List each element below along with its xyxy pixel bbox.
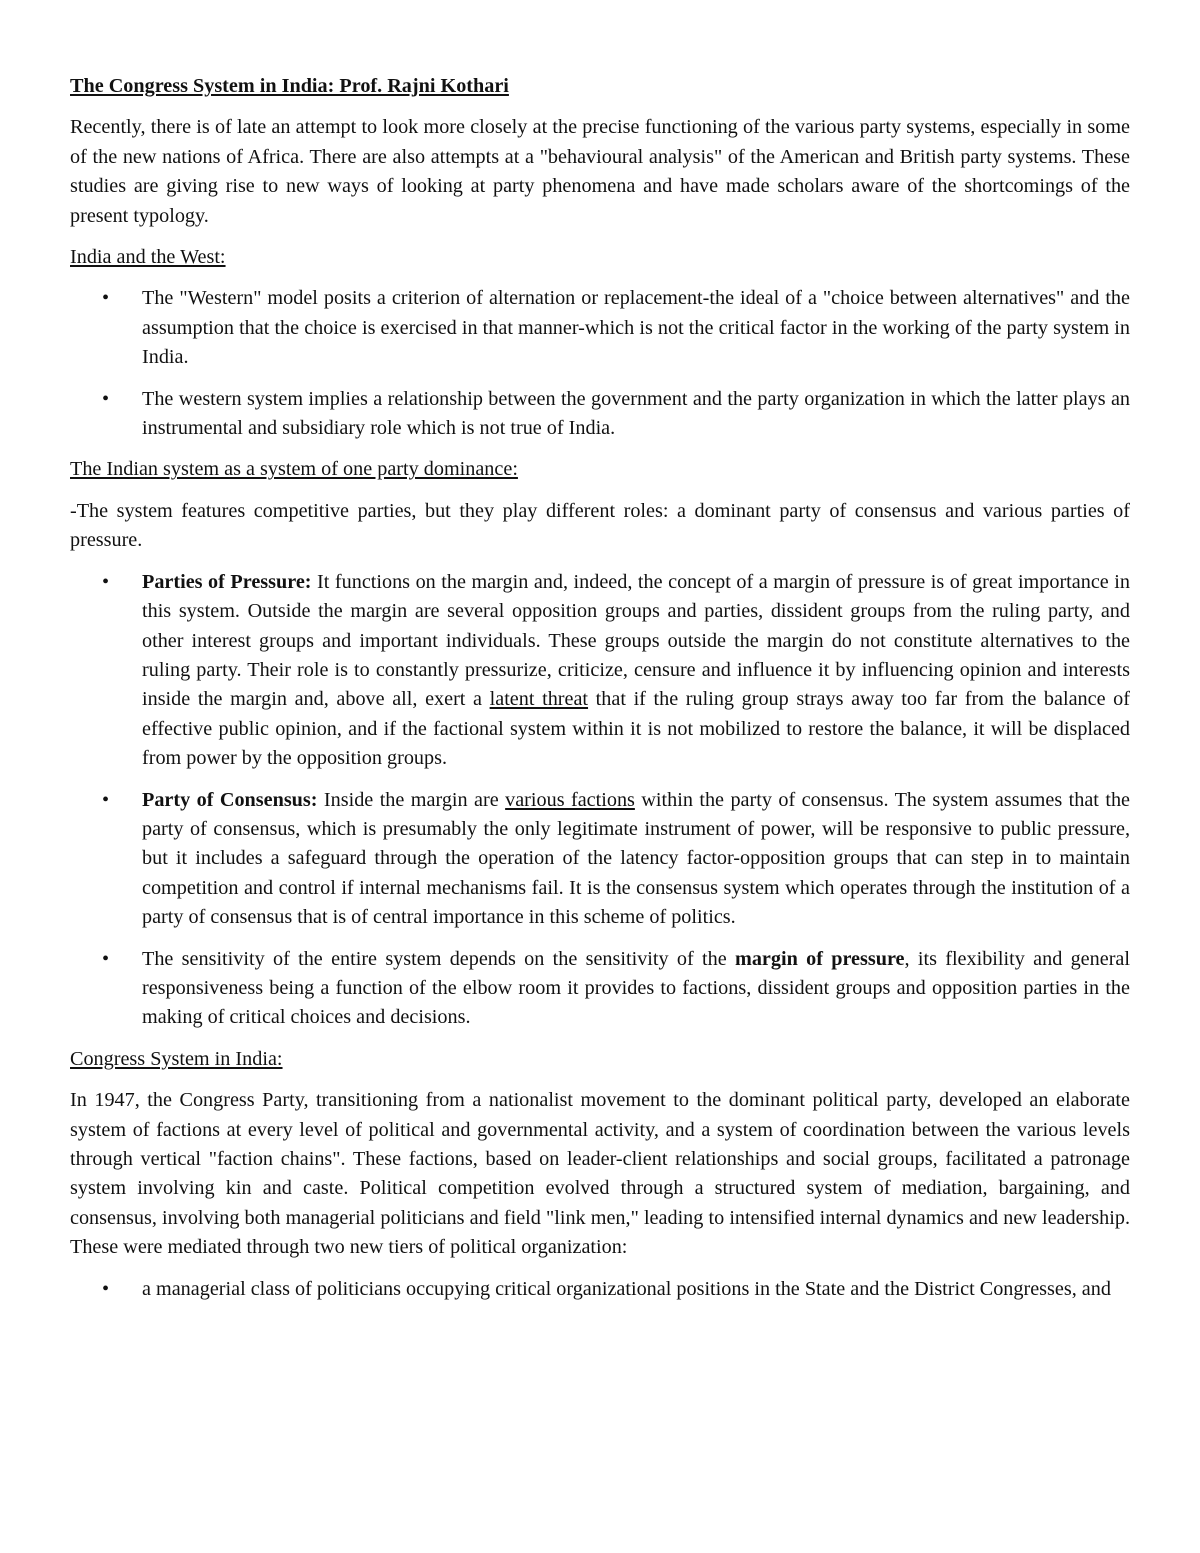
list-item-text: The sensitivity of the entire system depends on the sensitivity of the xyxy=(142,947,735,970)
bullet-icon: • xyxy=(102,788,110,811)
heading-one-party-dominance: The Indian system as a system of one party dominance: xyxy=(70,458,518,481)
list-item xyxy=(70,385,1130,444)
bullet-icon: • xyxy=(102,570,110,593)
intro-paragraph: Recently, there is of late an attempt to look more closely at the precise functioning of the various party systems, especially in some of the new nations of Africa. There are also attempts at a "behavioural analysis" of the American and British party systems. These studies are giving rise to new ways of looking at party phenomena and have made scholars aware of the shortcomings of the present typology. xyxy=(70,116,1130,227)
list-item-sensitivity xyxy=(70,945,1130,1033)
heading-india-and-the-west: India and the West: xyxy=(70,246,226,269)
one-party-list xyxy=(70,568,1130,1033)
document-page xyxy=(70,72,1130,1316)
bullet-icon: • xyxy=(102,287,110,310)
list-item xyxy=(70,284,1130,372)
list-item xyxy=(70,1275,1130,1304)
list-item-text: It functions on the margin and, indeed, the concept of a margin of pressure is of great importance in this system. Outside the margin are several opposition groups and parties, dissident groups from the ruling party, and other interest groups and important individuals. These groups outside the margin do not constitute alternatives to the ruling party. Their role is to constantly pressurize, criticize, censure and influence it by influencing opinion and interests inside the margin and, above all, exert a xyxy=(142,570,1130,711)
bold-term: margin of pressure xyxy=(735,947,905,970)
bullet-icon: • xyxy=(102,387,110,410)
underlined-term: various factions xyxy=(505,788,635,811)
list-item-text: that if the ruling group strays away too far from the balance of effective public opinion, and if the factional system within it is not mobilized to restore the balance, it will be displaced from power by the opposition groups. xyxy=(142,688,1130,770)
bullet-icon: • xyxy=(102,1277,110,1300)
term-label: Party of Consensus: xyxy=(142,788,318,811)
congress-paragraph: In 1947, the Congress Party, transitioning from a nationalist movement to the dominant political party, developed an elaborate system of factions at every level of political and governmental activity, and a system of coordination between the various levels through vertical "faction chains". These factions, based on leader-client relationships and social groups, facilitated a patronage system involving kin and caste. Political competition evolved through a structured system of mediation, bargaining, and consensus, involving both managerial politicians and field "link men," leading to intensified internal dynamics and new leadership. These were mediated through two new tiers of political organization: xyxy=(70,1089,1130,1259)
list-item-text: The "Western" model posits a criterion of alternation or replacement-the ideal of a "choice between alternatives" and the assumption that the choice is exercised in that manner-which is not the critical factor in the working of the party system in India. xyxy=(142,287,1130,369)
underlined-term: latent threat xyxy=(489,688,589,711)
list-item-text: within the party of consensus. The system assumes that the party of consensus, which is presumably the only legitimate instrument of power, will be responsive to public pressure, but it includes a safeguard through the operation of the latency factor-opposition groups that can step in to maintain competition and control if internal mechanisms fail. It is the consensus system which operates through the institution of a party of consensus that is of central importance in this scheme of politics. xyxy=(142,788,1130,929)
one-party-intro: -The system features competitive parties, but they play different roles: a dominant party of consensus and various parties of pressure. xyxy=(70,499,1130,552)
list-item-text: Inside the margin are xyxy=(317,788,506,811)
list-item-parties-of-pressure xyxy=(70,568,1130,774)
document-title: The Congress System in India: Prof. Rajni Kothari xyxy=(70,75,509,97)
list-item-text: a managerial class of politicians occupying critical organizational positions in the State and the District Congresses, and xyxy=(142,1277,1111,1300)
heading-congress-system: Congress System in India: xyxy=(70,1047,283,1070)
list-item-party-of-consensus xyxy=(70,786,1130,933)
congress-list xyxy=(70,1275,1130,1304)
term-label: Parties of Pressure: xyxy=(142,570,312,593)
list-item-text: The western system implies a relationship between the government and the party organization in which the latter plays an instrumental and subsidiary role which is not true of India. xyxy=(142,387,1130,440)
list-item-text: , its flexibility and general responsiveness being a function of the elbow room it provides to factions, dissident groups and opposition parties in the making of critical choices and decisions. xyxy=(142,947,1130,1029)
india-west-list xyxy=(70,284,1130,443)
bullet-icon: • xyxy=(102,947,110,970)
